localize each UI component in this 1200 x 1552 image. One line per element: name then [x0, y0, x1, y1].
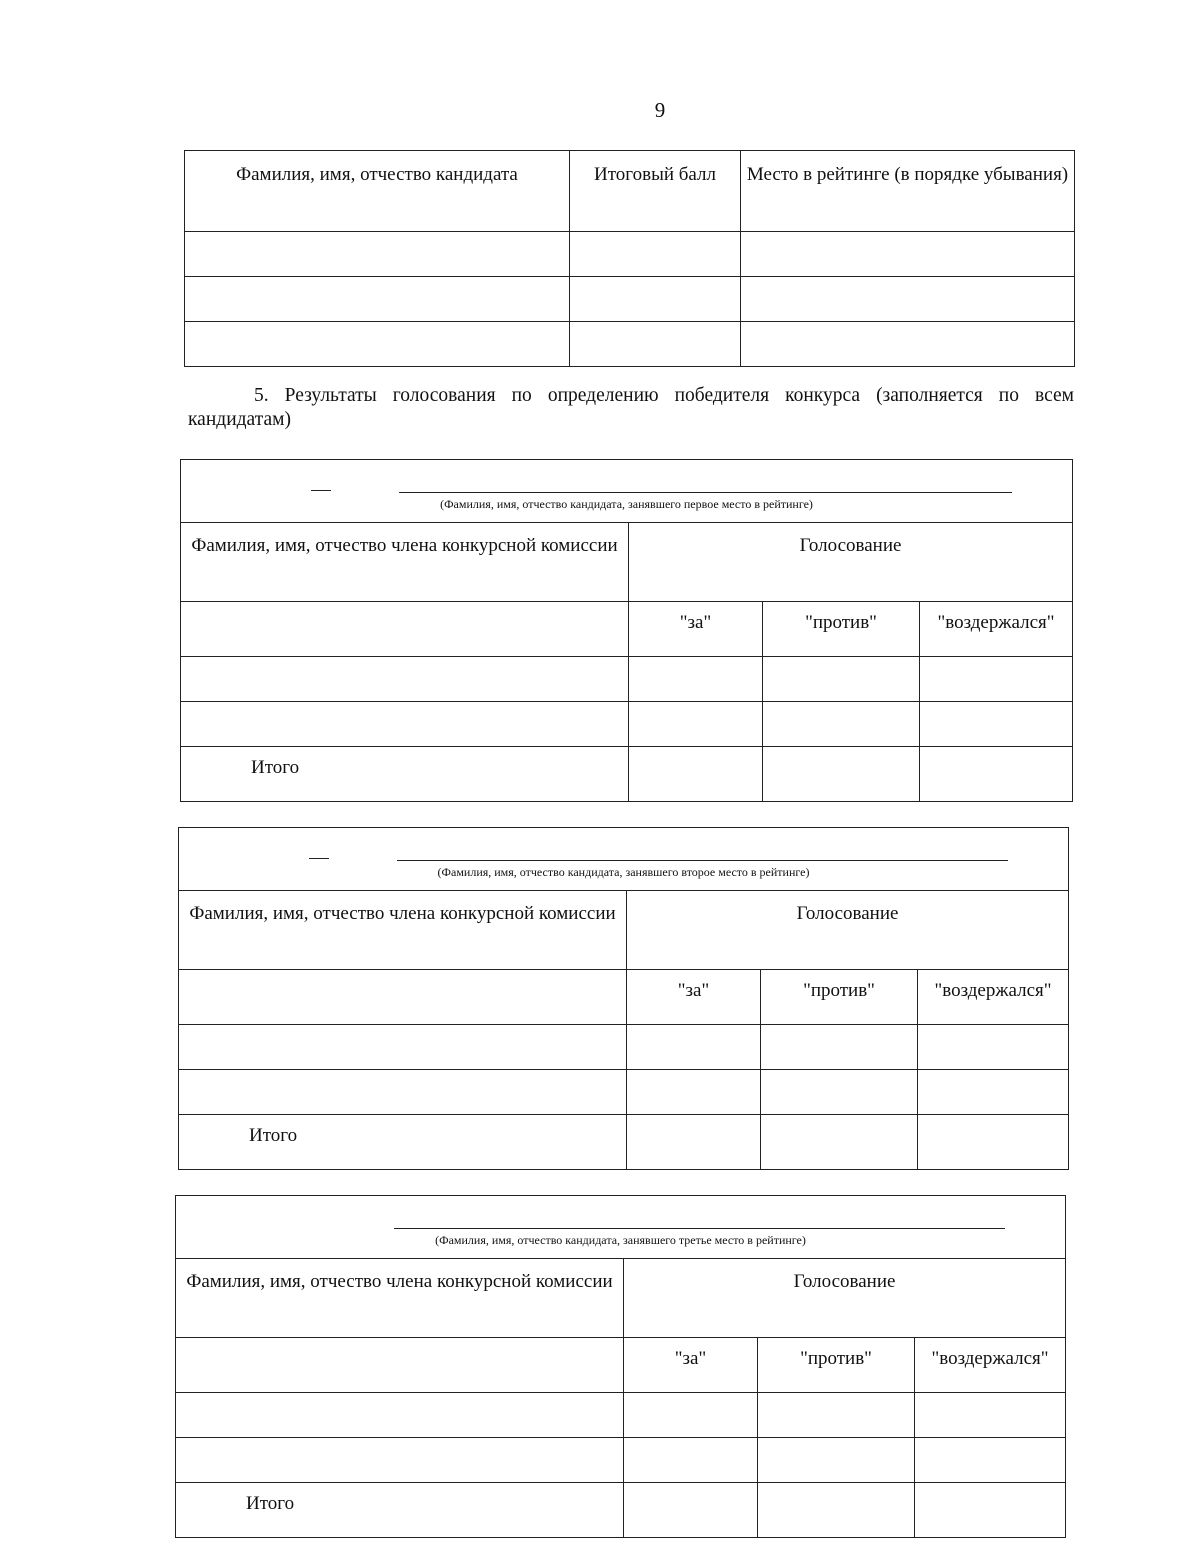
cell-empty[interactable] — [181, 602, 629, 657]
options-row — [176, 1338, 1066, 1393]
cell-empty[interactable] — [570, 277, 741, 322]
table-row — [179, 1070, 1069, 1115]
candidate-row — [181, 460, 1073, 523]
dash-mark — [311, 490, 331, 491]
cell-empty[interactable] — [761, 1070, 918, 1115]
header-row — [181, 523, 1073, 602]
vote-table-third-place — [175, 1195, 1066, 1538]
cell-empty[interactable] — [176, 1338, 624, 1393]
cell-empty[interactable] — [741, 232, 1075, 277]
table-row — [179, 1025, 1069, 1070]
option-against: "против" — [758, 1338, 915, 1393]
header-row — [179, 891, 1069, 970]
total-label: Итого — [181, 747, 629, 802]
cell-empty[interactable] — [176, 1393, 624, 1438]
cell-empty[interactable] — [627, 1025, 761, 1070]
cell-empty[interactable] — [185, 232, 570, 277]
cell-empty[interactable] — [185, 322, 570, 367]
cell-empty[interactable] — [624, 1438, 758, 1483]
rating-header-row — [185, 151, 1075, 232]
cell-empty[interactable] — [181, 702, 629, 747]
cell-empty[interactable] — [763, 747, 920, 802]
cell-empty[interactable] — [920, 657, 1073, 702]
page-number: 9 — [654, 98, 666, 122]
member-header: Фамилия, имя, отчество члена конкурсной комиссии — [179, 891, 627, 970]
cell-empty[interactable] — [763, 702, 920, 747]
option-abstained: "воздержался" — [918, 970, 1069, 1025]
option-for: "за" — [624, 1338, 758, 1393]
total-row — [176, 1483, 1066, 1538]
voting-header: Голосование — [629, 523, 1073, 602]
cell-empty[interactable] — [179, 970, 627, 1025]
total-label: Итого — [179, 1115, 627, 1170]
section-5-text: 5. Результаты голосования по определению победителя конкурса (заполняется по всем кандидатам) — [188, 385, 1074, 430]
cell-empty[interactable] — [179, 1025, 627, 1070]
candidate-name-line — [394, 1228, 1005, 1229]
voting-header: Голосование — [624, 1259, 1066, 1338]
member-header: Фамилия, имя, отчество члена конкурсной комиссии — [181, 523, 629, 602]
cell-empty[interactable] — [758, 1483, 915, 1538]
total-row — [179, 1115, 1069, 1170]
option-against: "против" — [761, 970, 918, 1025]
option-for: "за" — [627, 970, 761, 1025]
candidate-name-field[interactable] — [179, 828, 1069, 891]
cell-empty[interactable] — [570, 232, 741, 277]
table-row — [185, 232, 1075, 277]
header-row — [176, 1259, 1066, 1338]
candidate-name-field[interactable] — [181, 460, 1073, 523]
member-header: Фамилия, имя, отчество члена конкурсной комиссии — [176, 1259, 624, 1338]
vote-table-first-place — [180, 459, 1073, 802]
cell-empty[interactable] — [915, 1438, 1066, 1483]
cell-empty[interactable] — [627, 1070, 761, 1115]
cell-empty[interactable] — [629, 657, 763, 702]
candidate-caption: (Фамилия, имя, отчество кандидата, занявшего первое место в рейтинге) — [440, 497, 813, 511]
cell-empty[interactable] — [758, 1438, 915, 1483]
candidate-row — [179, 828, 1069, 891]
options-row — [181, 602, 1073, 657]
table-row — [185, 322, 1075, 367]
option-abstained: "воздержался" — [915, 1338, 1066, 1393]
option-abstained: "воздержался" — [920, 602, 1073, 657]
cell-empty[interactable] — [741, 277, 1075, 322]
cell-empty[interactable] — [176, 1438, 624, 1483]
candidate-name-line — [397, 860, 1008, 861]
cell-empty[interactable] — [918, 1025, 1069, 1070]
cell-empty[interactable] — [761, 1025, 918, 1070]
cell-empty[interactable] — [915, 1393, 1066, 1438]
vote-table-second-place — [178, 827, 1069, 1170]
cell-empty[interactable] — [627, 1115, 761, 1170]
candidate-caption: (Фамилия, имя, отчество кандидата, занявшего третье место в рейтинге) — [435, 1233, 806, 1247]
header-total-score: Итоговый балл — [570, 151, 741, 232]
cell-empty[interactable] — [741, 322, 1075, 367]
total-row — [181, 747, 1073, 802]
candidate-name-field[interactable] — [176, 1196, 1066, 1259]
cell-empty[interactable] — [185, 277, 570, 322]
cell-empty[interactable] — [918, 1070, 1069, 1115]
dash-mark — [309, 858, 329, 859]
cell-empty[interactable] — [758, 1393, 915, 1438]
cell-empty[interactable] — [629, 747, 763, 802]
header-rating-place: Место в рейтинге (в порядке убывания) — [741, 151, 1075, 232]
cell-empty[interactable] — [624, 1483, 758, 1538]
option-for: "за" — [629, 602, 763, 657]
options-row — [179, 970, 1069, 1025]
cell-empty[interactable] — [629, 702, 763, 747]
table-row — [176, 1393, 1066, 1438]
header-candidate-name: Фамилия, имя, отчество кандидата — [185, 151, 570, 232]
cell-empty[interactable] — [920, 747, 1073, 802]
cell-empty[interactable] — [570, 322, 741, 367]
candidate-caption: (Фамилия, имя, отчество кандидата, занявшего второе место в рейтинге) — [437, 865, 810, 879]
option-against: "против" — [763, 602, 920, 657]
table-row — [181, 702, 1073, 747]
voting-header: Голосование — [627, 891, 1069, 970]
table-row — [181, 657, 1073, 702]
total-label: Итого — [176, 1483, 624, 1538]
cell-empty[interactable] — [181, 657, 629, 702]
cell-empty[interactable] — [920, 702, 1073, 747]
cell-empty[interactable] — [179, 1070, 627, 1115]
cell-empty[interactable] — [918, 1115, 1069, 1170]
cell-empty[interactable] — [763, 657, 920, 702]
cell-empty[interactable] — [624, 1393, 758, 1438]
candidate-name-line — [399, 492, 1012, 493]
table-row — [185, 277, 1075, 322]
candidate-row — [176, 1196, 1066, 1259]
cell-empty[interactable] — [761, 1115, 918, 1170]
cell-empty[interactable] — [915, 1483, 1066, 1538]
rating-table — [184, 150, 1075, 367]
table-row — [176, 1438, 1066, 1483]
